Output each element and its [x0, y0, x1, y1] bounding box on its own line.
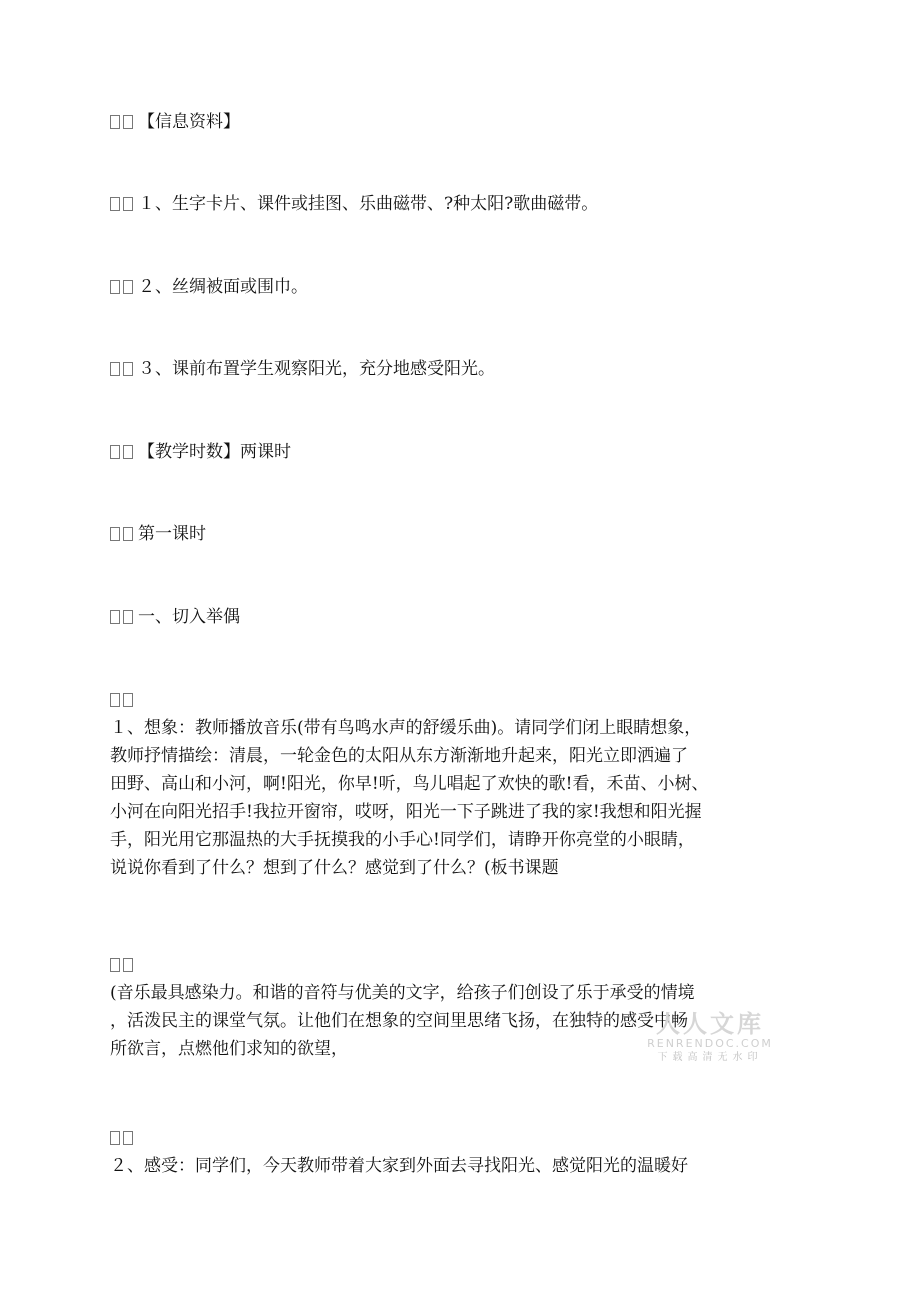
indent-placeholder: [110, 686, 810, 714]
paragraph-line: 说说你看到了什么？想到了什么？感觉到了什么？(板书课题: [110, 858, 559, 878]
indent-placeholder: [110, 1124, 810, 1152]
indent-placeholder: [110, 951, 810, 979]
paragraph-line: (音乐最具感染力。和谐的音符与优美的文字，给孩子们创设了乐于承受的情境: [110, 983, 695, 1003]
paragraph-feel: [110, 1124, 810, 1180]
watermark-cn: 人人文库: [656, 1010, 764, 1038]
indent-placeholder: [110, 108, 136, 136]
paragraph-line: 小河在向阳光招手!我拉开窗帘，哎呀，阳光一下子跳进了我的家!我想和阳光握: [110, 802, 702, 822]
heading-section-one: 一、切入举偶: [110, 603, 240, 631]
paragraph-line: 手，阳光用它那温热的大手抚摸我的小手心!同学们，请睁开你亮堂的小眼睛，: [110, 830, 695, 850]
paragraph-line: ２、感受：同学们，今天教师带着大家到外面去寻找阳光、感觉阳光的温暖好: [110, 1156, 688, 1176]
indent-placeholder: [110, 273, 136, 301]
paragraph-imagine: [110, 686, 810, 882]
indent-placeholder: [110, 438, 136, 466]
indent-placeholder: [110, 190, 136, 218]
paragraph-line: 所欲言，点燃他们求知的欲望，: [110, 1039, 348, 1059]
indent-placeholder: [110, 355, 136, 383]
paragraph-line: 田野、高山和小河，啊!阳光，你早!听，鸟儿唱起了欢快的歌!看，禾苗、小树、: [110, 774, 709, 794]
paragraph-line: 教师抒情描绘：清晨，一轮金色的太阳从东方渐渐地升起来，阳光立即洒遍了: [110, 746, 688, 766]
heading-first-lesson: 第一课时: [110, 520, 206, 548]
watermark-sub: 下载高清无水印: [657, 1052, 763, 1063]
paragraph-line: ，活泼民主的课堂气氛。让他们在想象的空间里思绪飞扬，在独特的感受中畅: [110, 1011, 688, 1031]
paragraph-line: １、想象：教师播放音乐(带有鸟鸣水声的舒缓乐曲)。请同学们闭上眼睛想象，: [110, 718, 702, 738]
indent-placeholder: [110, 603, 136, 631]
list-item-materials-3: ３、课前布置学生观察阳光，充分地感受阳光。: [110, 355, 495, 383]
watermark-en: RENRENDOC.COM: [647, 1037, 773, 1050]
heading-info-materials: 【信息资料】: [110, 108, 240, 136]
heading-teaching-hours: 【教学时数】两课时: [110, 438, 291, 466]
list-item-materials-2: ２、丝绸被面或围巾。: [110, 273, 308, 301]
indent-placeholder: [110, 520, 136, 548]
paragraph-music-note: [110, 951, 810, 1063]
list-item-materials-1: １、生字卡片、课件或挂图、乐曲磁带、?种太阳?歌曲磁带。: [110, 190, 598, 218]
